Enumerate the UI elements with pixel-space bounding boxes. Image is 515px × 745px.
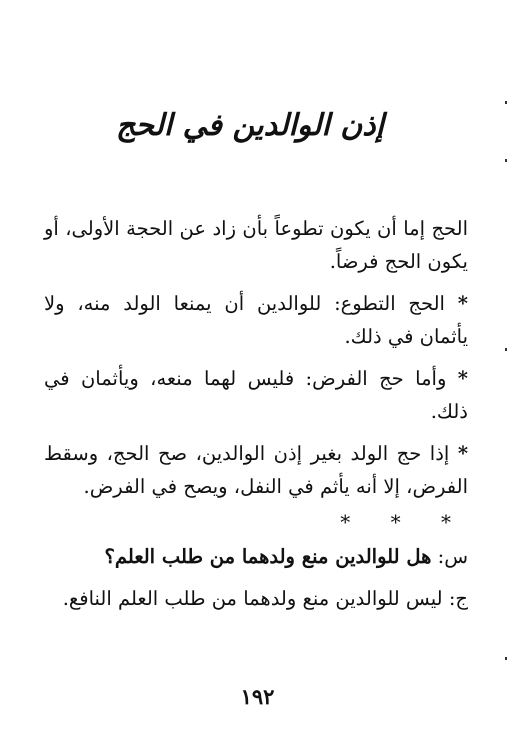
paragraph-text: الحج إما أن يكون تطوعاً بأن زاد عن الحجة الأولى، أو يكون الحج فرضاً.: [44, 217, 468, 273]
scan-speck: [505, 159, 507, 162]
page-number: ١٩٢: [240, 684, 275, 709]
question-label: س:: [437, 545, 468, 568]
separator-star: *: [340, 510, 351, 534]
body-text: [44, 212, 468, 624]
separator-star: *: [390, 510, 401, 534]
section-separator: [44, 512, 468, 532]
bullet-marker: *: [457, 367, 468, 390]
bullet-marker: *: [457, 292, 468, 315]
paragraph-voluntary-hajj: [44, 287, 468, 353]
paragraph-without-permission: [44, 437, 468, 503]
scan-speck: [505, 101, 507, 104]
answer-text: ليس للوالدين منع ولدهما من طلب العلم النافع.: [62, 587, 443, 610]
question: [44, 540, 468, 573]
answer-label: ج:: [448, 587, 468, 610]
scan-speck: [505, 657, 507, 660]
question-text: هل للوالدين منع ولدهما من طلب العلم؟: [104, 545, 432, 568]
answer: [44, 582, 468, 615]
paragraph-intro: [44, 212, 468, 278]
paragraph-obligatory-hajj: [44, 362, 468, 428]
separator-star: *: [441, 510, 451, 534]
paragraph-text: وأما حج الفرض: فليس لهما منعه، ويأثمان في ذلك.: [44, 367, 468, 423]
page-title: إذن الوالدين في الحج: [116, 108, 384, 143]
bullet-marker: *: [457, 442, 469, 465]
scan-speck: [505, 348, 507, 351]
paragraph-text: إذا حج الولد بغير إذن الوالدين، صح الحج، وسقط الفرض، إلا أنه يأثم في النفل، ويصح في الفرض.: [44, 442, 468, 498]
paragraph-text: الحج التطوع: للوالدين أن يمنعا الولد منه، ولا يأثمان في ذلك.: [44, 292, 468, 348]
